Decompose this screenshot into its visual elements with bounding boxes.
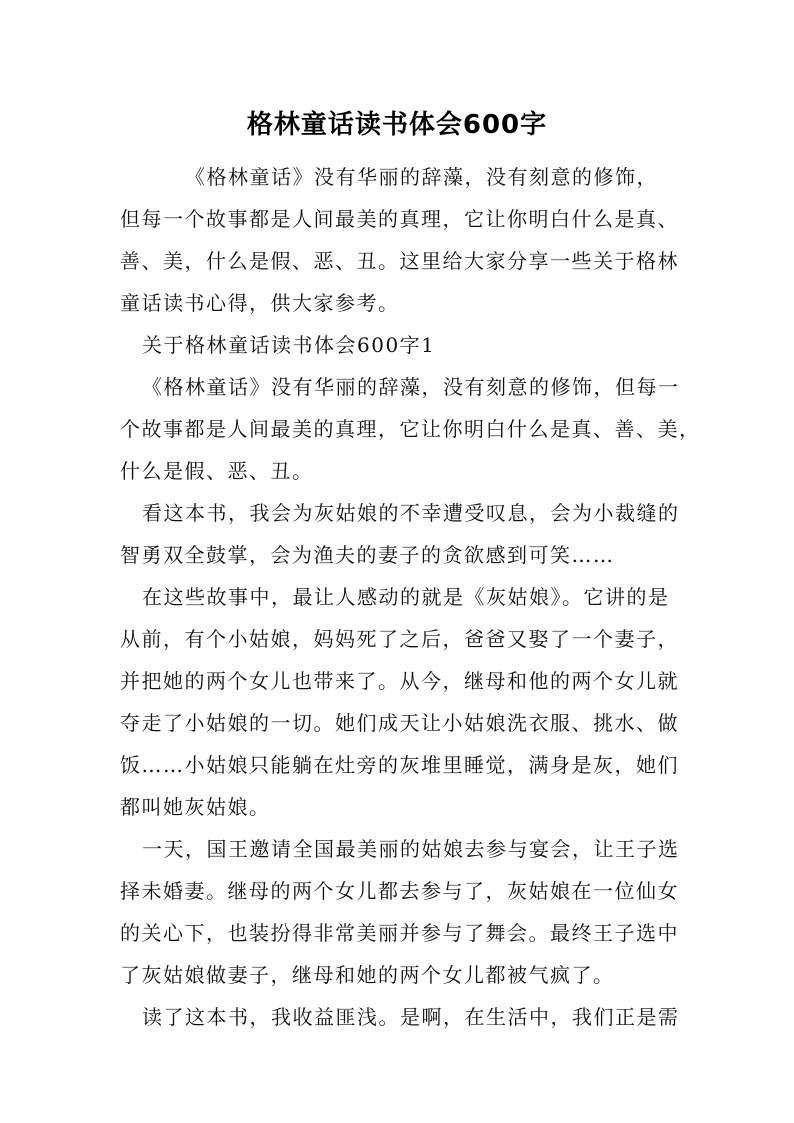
paragraph-line: 一天，国王邀请全国最美丽的姑娘去参与宴会，让王子选	[142, 837, 680, 861]
paragraph-line: 择未婚妻。继母的两个女儿都去参与了，灰姑娘在一位仙女	[120, 879, 679, 903]
paragraph-line: 夺走了小姑娘的一切。她们成天让小姑娘洗衣服、挑水、做	[120, 711, 679, 735]
paragraph-line: 什么是假、恶、丑。	[120, 459, 314, 483]
paragraph-line: 的关心下，也装扮得非常美丽并参与了舞会。最终王子选中	[120, 921, 679, 945]
paragraph-line: 但每一个故事都是人间最美的真理，它让你明白什么是真、	[120, 207, 679, 231]
paragraph-line: 《格林童话》没有华丽的辞藻，没有刻意的修饰，但每一	[142, 375, 680, 399]
paragraph-line: 智勇双全鼓掌，会为渔夫的妻子的贪欲感到可笑……	[120, 543, 615, 567]
paragraph-line: 并把她的两个女儿也带来了。从今，继母和他的两个女儿就	[120, 669, 679, 693]
document-title: 格林童话读书体会600字	[246, 110, 548, 140]
paragraph-line: 读了这本书，我收益匪浅。是啊，在生活中，我们正是需	[142, 1005, 680, 1029]
paragraph-line: 看这本书，我会为灰姑娘的不幸遭受叹息，会为小裁缝的	[142, 501, 680, 525]
paragraph-line: 从前，有个小姑娘，妈妈死了之后，爸爸又娶了一个妻子，	[120, 627, 679, 651]
paragraph-line: 童话读书心得，供大家参考。	[120, 291, 400, 315]
paragraph-line: 善、美，什么是假、恶、丑。这里给大家分享一些关于格林	[120, 249, 679, 273]
paragraph-line: 在这些故事中，最让人感动的就是《灰姑娘》。它讲的是	[142, 585, 670, 609]
paragraph-line: 个故事都是人间最美的真理，它让你明白什么是真、善、美，	[120, 417, 701, 441]
paragraph-line: 《格林童话》没有华丽的辞藻，没有刻意的修饰，	[185, 165, 658, 189]
paragraph-line: 饭……小姑娘只能躺在灶旁的灰堆里睡觉，满身是灰，她们	[120, 753, 679, 777]
paragraph-line: 了灰姑娘做妻子，继母和她的两个女儿都被气疯了。	[120, 963, 615, 987]
section-heading: 关于格林童话读书体会600字1	[142, 333, 436, 357]
paragraph-line: 都叫她灰姑娘。	[120, 795, 271, 819]
